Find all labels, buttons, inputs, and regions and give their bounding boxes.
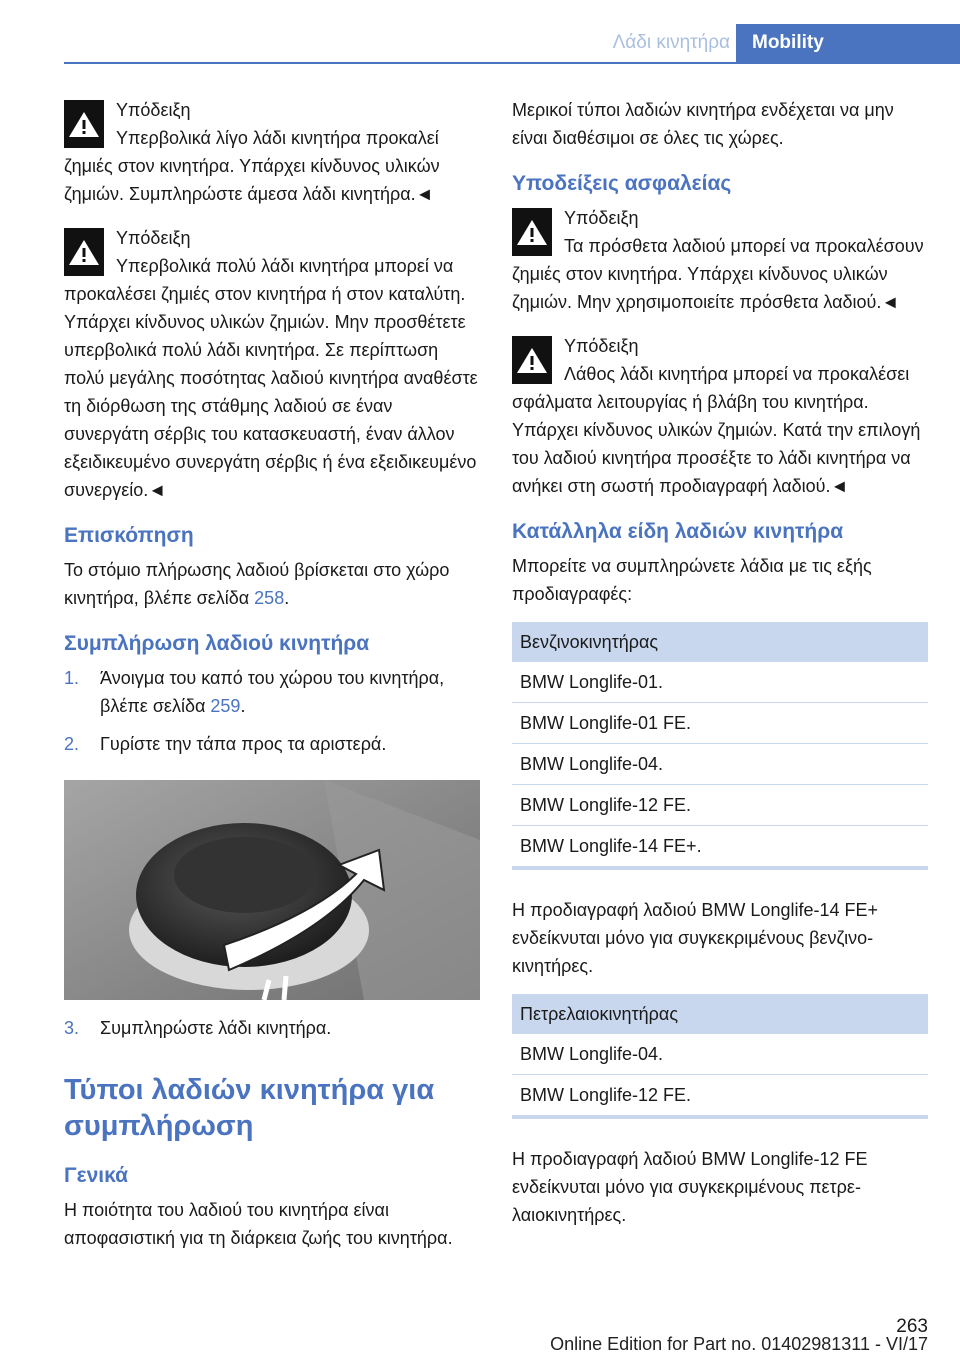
general-heading: Γενικά: [64, 1164, 129, 1187]
edition-footer: Online Edition for Part no. 01402981311 - VI/17: [550, 1334, 928, 1354]
warning-text: Τα πρόσθετα λαδιού μπορεί να προκαλέσουν ζημιές στον κινητήρα. Υπάρχει κίνδυνος υλικών ζημιών. Μην χρησιμοποιείτε πρόσθετα λαδιού.◄: [512, 236, 924, 312]
running-header-tab: Mobility: [736, 24, 960, 62]
warning-title: Υπόδειξη: [564, 336, 639, 356]
filling-steps: [64, 664, 480, 758]
warning-box: [64, 224, 480, 504]
diesel-spec-table: [512, 994, 928, 1119]
header-rule: [64, 62, 960, 64]
step-item: 1. Άνοιγμα του καπό του χώρου του κινητήρα, βλέπε σελίδα 259.: [64, 668, 445, 716]
table-row: BMW Longlife-01.: [512, 662, 928, 703]
step-item: 3. Συμπληρώστε λάδι κινητήρα.: [64, 1018, 332, 1038]
warning-box: [512, 204, 928, 316]
page-number: 263: [896, 1316, 928, 1337]
warning-text: Υπερβολικά πολύ λάδι κινητήρα μπορεί να προκαλέσει ζημιές στον κινητήρα ή στον καταλύτη. Υπάρχει κίνδυνος υλικών ζημιών. Μην προσθέτετε υπερβολικά πολύ λάδι κινητήρα. Σε περίπτωση πολύ μεγάλης ποσότητας λαδιού κινητήρα αναθέστε τη διόρθωση της στάθμης λαδιού σε έναν συνεργάτη σέρβις του κατασκευαστή, έναν άλλον εξειδικευμένο συνεργάτη σέρβις ή ένα εξειδικευμένο συνεργείο.◄: [64, 256, 478, 500]
warning-title: Υπόδειξη: [116, 228, 191, 248]
warning-triangle-icon: [512, 208, 552, 256]
right-column: [512, 96, 928, 1243]
suitable-heading: Κατάλληλα είδη λαδιών κινητήρα: [512, 520, 844, 543]
safety-heading: Υποδείξεις ασφαλείας: [512, 172, 732, 195]
table-row: BMW Longlife-04.: [512, 744, 928, 785]
diesel-note: Η προδιαγραφή λαδιού BMW Longlife-12 FE ενδείκνυται μόνο για συγκεκριμένους πετρελαιοκινητήρες.: [512, 1149, 868, 1225]
overview-heading: Επισκόπηση: [64, 524, 194, 547]
warning-box: [64, 96, 480, 208]
suitable-text: Μπορείτε να συμπληρώνετε λάδια με τις εξής προδιαγραφές:: [512, 556, 872, 604]
table-row: BMW Longlife-04.: [512, 1034, 928, 1075]
general-text: Η ποιότητα του λαδιού του κινητήρα είναι αποφασιστική για τη διάρκεια ζωής του κινητήρα.: [64, 1200, 453, 1248]
filling-steps-continued: [64, 1014, 480, 1042]
page-link[interactable]: 258: [254, 588, 285, 608]
step-item: 2. Γυρίστε την τάπα προς τα αριστερά.: [64, 734, 387, 754]
filling-heading: Συμπλήρωση λαδιού κινητήρα: [64, 632, 370, 655]
table-header: Βενζινοκινητήρας: [512, 622, 928, 662]
warning-box: [512, 332, 928, 500]
petrol-note: Η προδιαγραφή λαδιού BMW Longlife-14 FE+ ενδείκνυται μόνο για συγκεκριμένους βενζινοκινητήρες.: [512, 900, 879, 976]
table-row: BMW Longlife-01 FE.: [512, 703, 928, 744]
warning-triangle-icon: [64, 100, 104, 148]
left-column: [64, 96, 480, 1266]
warning-title: Υπόδειξη: [116, 100, 191, 120]
warning-triangle-icon: [512, 336, 552, 384]
page-link[interactable]: 259: [210, 696, 241, 716]
warning-text: Υπερβολικά λίγο λάδι κινητήρα προκαλεί ζημιές στον κινητήρα. Υπάρχει κίνδυνος υλικών ζημιών. Συμπληρώστε άμεσα λάδι κινητήρα.◄: [64, 128, 440, 204]
oil-filler-cap-image: [64, 780, 480, 1000]
table-row: BMW Longlife-12 FE.: [512, 1075, 928, 1118]
table-row: BMW Longlife-14 FE+.: [512, 826, 928, 869]
types-heading: Τύποι λαδιών κινητήρα για συμπλήρωση: [64, 1074, 435, 1142]
petrol-spec-table: [512, 622, 928, 870]
warning-text: Λάθος λάδι κινητήρα μπορεί να προκαλέσει σφάλματα λειτουργίας ή βλάβη του κινητήρα. Υπάρχει κίνδυνος υλικών ζημιών. Κατά την επιλογή του λαδιού κινητήρα προσέξτε το λάδι κινητήρα να ανήκει στη σωστή προδιαγραφή λαδιού.◄: [512, 364, 921, 496]
overview-text: Το στόμιο πλήρωσης λαδιού βρίσκεται στο χώρο κινητήρα, βλέπε σελίδα 258.: [64, 560, 450, 608]
warning-triangle-icon: [64, 228, 104, 276]
warning-title: Υπόδειξη: [564, 208, 639, 228]
table-row: BMW Longlife-12 FE.: [512, 785, 928, 826]
running-header-section: Λάδι κινητήρα: [612, 32, 730, 53]
intro-text: Μερικοί τύποι λαδιών κινητήρα ενδέχεται να μην είναι διαθέσιμοι σε όλες τις χώρες.: [512, 100, 894, 148]
table-header: Πετρελαιοκινητήρας: [512, 994, 928, 1034]
